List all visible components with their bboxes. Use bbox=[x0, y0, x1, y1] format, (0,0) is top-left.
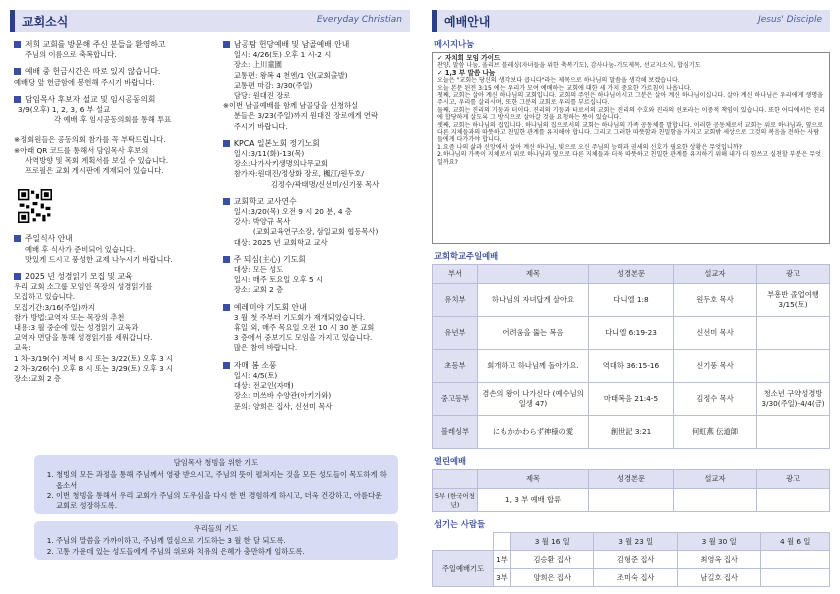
bullet-square-icon bbox=[223, 41, 230, 48]
right-panel bbox=[432, 10, 830, 587]
table-header bbox=[433, 470, 478, 489]
bullet-square-icon bbox=[223, 198, 230, 205]
table-row: 유년부 어려움을 뚫는 복음 다니엘 6:19-23 신선미 목사 bbox=[433, 317, 830, 350]
message-section-title: 메시지나눔 bbox=[434, 39, 475, 49]
news-item: 2025 년 성경읽기 모집 및 교육 우리 교회 소그룹 모임인 목장의 성경읽기를 모집하고 있습니다. 모집기간:3/16(주일)까지 참가 방법:교역자 또는 목장의 추천 내용:3 월 중순에 있는 성경읽기 교육과 교역자 면담을 통해 성경읽기를 세워갑니다. 교육: 1 차-3/19(수) 저녁 8 시 또는 3/22(토) 오후 3 시 2 차-3/26(수) 오후 8 시 또는 3/29(토) 오후 3 시 장소:교회 2 층 bbox=[14, 272, 174, 384]
bullet-square-icon bbox=[14, 68, 21, 75]
left-panel bbox=[10, 10, 410, 419]
news-item: 담임목사 후보자 설교 및 임시공동의회 3/9(오후) 1, 2, 3, 6 부 설교 각 예배 후 임시공동의회를 통해 투표 bbox=[14, 95, 217, 126]
worship-header bbox=[432, 10, 830, 32]
bullet-square-icon bbox=[14, 235, 21, 242]
serve-section-title: 섬기는 사람들 bbox=[434, 519, 485, 529]
news-column-1 bbox=[10, 40, 217, 419]
header-accent-bar bbox=[10, 10, 15, 32]
table-header: 설교자 bbox=[674, 265, 757, 284]
bullet-square-icon bbox=[14, 96, 21, 103]
table-row: 5부 (한국어청년) 1, 3 부 예배 합류 bbox=[433, 489, 830, 512]
school-section-title: 교회학교주일예배 bbox=[434, 251, 499, 261]
table-row: 주일예배기도 1부 김승환 집사 김형준 집사 최영옥 집사 bbox=[433, 551, 830, 569]
news-note: ※정회원들은 공동의회 참가를 꼭 부탁드립니다. ※아래 QR 코드를 통해서 담임목사 후보의 사역방향 및 목회 계획서를 보실 수 있습니다. 프로필은 교회 게시판에 게재되어 있습니다. bbox=[14, 135, 169, 176]
table-header: 광고 bbox=[757, 265, 830, 284]
table-row: 블레싱부 にもかかわらず神様の愛 創世記 3:21 何虹燕 伝道師 bbox=[433, 416, 830, 449]
serve-table bbox=[432, 532, 830, 587]
news-column-2 bbox=[217, 40, 410, 419]
bullet-square-icon bbox=[223, 140, 230, 147]
news-item: 주일식사 안내 예배 후 식사가 준비되어 있습니다. 맛있게 드시고 풍성한 교제 나누시기 바랍니다. bbox=[14, 234, 217, 265]
bullet-square-icon bbox=[14, 41, 21, 48]
prayer-title: 담임목사 청빙을 위한 기도 bbox=[173, 458, 259, 467]
news-item: 교회학교 교사연수 일시:3/20(목) 오전 9 시 20 분, 4 층 강사: 박양규 목사 (교회교육연구소장, 삼일교회 협동목사) 대상: 2025 년 교회학교 교사 bbox=[223, 197, 410, 248]
table-row: 유치부 하나님의 자녀답게 살아요 다니엘 1:8 원두호 목사 부흥반 졸업여행 3/15(토) bbox=[433, 284, 830, 317]
news-item: KPCA 일본노회 정기노회 일시:3/11(화)-13(목) 장소:나가사키생명의나무교회 참가자:원대진/정상화 장로, 楓江/원두호/ 김정수/곽태명/신선미/신기풍 목사 bbox=[223, 139, 410, 190]
bullet-square-icon bbox=[223, 304, 230, 311]
church-news-title: 교회소식 bbox=[22, 15, 69, 29]
news-item: 예배 중 헌금시간은 따로 있지 않습니다. 예배당 앞 헌금함에 봉헌해 주시기 바랍니다. bbox=[14, 67, 161, 87]
news-item: 자매 봄 소풍 일시: 4/5(토) 대상: 전교인(자매) 장소: 미쓰바 수양관(아키가와) 문의: 양희은 집사, 신선미 목사 bbox=[223, 361, 410, 412]
worship-title: 예배안내 bbox=[444, 15, 491, 29]
prayer-item: 1. 청빙의 모든 과정을 통해 주님께서 영광 받으시고, 주님의 뜻이 펼쳐지는 것을 모든 성도들이 목도하게 하옵소서 bbox=[56, 470, 390, 491]
header-accent-bar bbox=[432, 10, 437, 32]
table-header: 부서 bbox=[433, 265, 478, 284]
prayer-item: 2. 이번 청빙을 통해서 우리 교회가 주님의 도우심을 다시 한 번 경험하게 하시고, 더욱 건강하고, 아름다운 교회로 성장하도록. bbox=[56, 491, 390, 512]
bullet-square-icon bbox=[14, 273, 21, 280]
table-row: 초등부 회개하고 하나님께 돌아가요. 역대하 36:15-16 신기풍 목사 bbox=[433, 350, 830, 383]
table-header: 광고 bbox=[757, 470, 830, 489]
open-worship-title: 열린예배 bbox=[434, 456, 467, 466]
table-header: 3 월 23 일 bbox=[594, 533, 677, 551]
prayer-item: 1. 주님의 말씀을 가까이하고, 주님께 열심으로 기도하는 3 월 한 달 되도록. bbox=[56, 536, 390, 546]
church-news-subtitle: Everyday Christian bbox=[316, 15, 402, 25]
qr-code-icon[interactable] bbox=[18, 189, 52, 223]
table-header: 3 월 30 일 bbox=[677, 533, 760, 551]
news-item: 예레미야 기도회 안내 3 월 첫 주부터 기도회가 재개되었습니다. 휴일 외, 매주 목요일 오전 10 시 30 분 교회 3 층에서 중보기도 모임을 가지고 있습니다. 많은 참여 바랍니다. bbox=[223, 303, 410, 354]
bullet-square-icon bbox=[223, 256, 230, 263]
table-header: 제목 bbox=[478, 470, 589, 489]
table-row: 3부 양희은 집사 조미숙 집사 남길호 집사 bbox=[433, 569, 830, 587]
table-row: 중고등부 겸손의 왕이 나가신다 (예수님의 일생 47) 마태복음 21:4-5 김정수 목사 청소년 구약성경방 3/30(주일)-4/4(금) bbox=[433, 383, 830, 416]
prayer-box-pastor bbox=[34, 455, 398, 514]
table-header: 4 월 6 일 bbox=[761, 533, 830, 551]
message-box: ✓ 자치회 모임 가이드 찬양, 말씀 나눔, 올리브 블레싱(자녀들을 위한 축복기도), 감사나눔-기도제목, 선교지소식, 합심기도 ✓ 1,3 부 말씀 나눔 오늘은 "교회는 당신의 생각보다 큽니다"라는 제목으로 하나님의 말씀을 생각해 보겠습니다. 오늘 본문 된전 3:15 에는 우리가 모여 예배하는 교회에 대한 세 가지 중요한 가르침이 나옵니다. 첫째, 교회는 살아 계신 하나님의 교회입니다. 교회의 주인은 하나님이시고 그분은 살아 계신 하나님이십니다. 살아 계신 하나님은 우리에게 생명을 주시고, 우리를 살리시며, 또한 그분의 교회로 우리를 부르십니다. 둘째, 교회는 진리의 기둥과 터이다. 진리의 기둥과 터로서의 교회는 진리의 수호와 진리의 선포라는 이중적 책임이 있습니다. 또한 어디에서든 진리에 합당하게 살도록 그 방식으로 살아갈 것을 요청하는 뜻이 있습니다. 셋째, 교회는 하나님의 집입니다. 하나님의 집으로서의 교회는 하나님의 가족 공동체를 말합니다. 이러한 공동체로서 교회는 위로 하나님과, 옆으로 다른 지체들과의 따뜻하고 친밀한 관계를 유지해야 합니다. 그리고 그러한 따뜻함과 친밀함을 가지고 교회밖 세상으로 그것의 복음을 전하는 사람들에게 다가가야 합니다. 1.요즘 나의 삶과 신앙에서 살아 계신 하나님, 빛으로 오신 주님의 능력과 권세의 신호가 필요한 상황은 무엇입니까? 2.하나님의 가족이 지체로서 위로 하나님과 옆으로 다른 지체들과 더욱 따뜻하고 친밀한 관계를 유지하기 위해 내가 더 힘쓰고 실천할 부분은 무엇일까요? bbox=[432, 52, 830, 244]
worship-subtitle: Jesus' Disciple bbox=[758, 15, 822, 25]
prayer-title: 우리들의 기도 bbox=[193, 524, 239, 533]
table-header: 제목 bbox=[478, 265, 589, 284]
news-item: 저희 교회를 방문해 주신 분들을 환영하고 주님의 이름으로 축복합니다. bbox=[14, 40, 217, 60]
table-header: 3 월 16 일 bbox=[511, 533, 594, 551]
bullet-square-icon bbox=[223, 362, 230, 369]
open-worship-table bbox=[432, 469, 830, 512]
table-header: 성경본문 bbox=[589, 470, 674, 489]
church-news-header bbox=[10, 10, 410, 32]
table-header: 설교자 bbox=[674, 470, 757, 489]
school-worship-table bbox=[432, 264, 830, 449]
prayer-box-ours bbox=[34, 521, 398, 560]
prayer-item: 2. 고통 가운데 있는 성도들에게 주님의 위로와 치유의 은혜가 충만하게 임하도록. bbox=[56, 547, 390, 557]
table-header: 성경본문 bbox=[589, 265, 674, 284]
news-item: 주 되심(主心) 기도회 대상: 모든 성도 일시: 매주 토요일 오후 5 시 장소: 교회 2 층 bbox=[223, 255, 410, 296]
news-item: 남공탐 헌당예배 및 남골예배 안내 일시: 4/26(토) 오후 1 시-2 시 장소: 上川童園 교통편: 왕복 4 천엔/1 인(교회출발) 교통편 마감: 3/30(주일) 담당: 원대진 장로 ※이번 남골예배를 함께 남골당을 신청하실 분들은 3/23(주일)까지 원대진 장로에게 연락 주시기 바랍니다. bbox=[222, 40, 379, 131]
